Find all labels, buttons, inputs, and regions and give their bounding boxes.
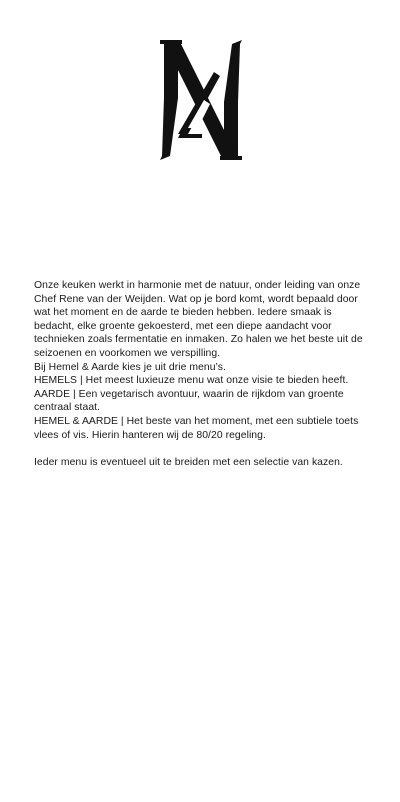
hemel-aarde-monogram-icon	[158, 38, 244, 162]
menu-list	[34, 374, 374, 442]
menu-hemels: HEMELS | Het meest luxieuze menu wat onze visie te bieden heeft.	[34, 375, 349, 387]
intro-paragraph: Onze keuken werkt in harmonie met de natuur, onder leiding van onze Chef Rene van der Weijden. Wat op je bord komt, wordt bepaald door wat het moment en de aarde te bieden hebben. Iedere smaak is bedacht, elke groente gekoesterd, met een diepe aandacht voor technieken zoals fermentatie en inmaken. Zo halen we het beste uit de seizoenen en voorkomen we verspilling.	[34, 280, 363, 359]
menu-aarde: AARDE | Een vegetarisch avontuur, waarin de rijkdom van groente centraal staat.	[34, 388, 344, 414]
menu-choice-paragraph: Bij Hemel & Aarde kies je uit drie menu’s.	[34, 361, 226, 373]
menu-hemel-aarde: HEMEL & AARDE | Het beste van het moment, met een subtiele toets vlees of vis. Hierin hanteren wij de 80/20 regeling.	[34, 415, 359, 441]
cheese-paragraph: Ieder menu is eventueel uit te breiden met een selectie van kazen.	[34, 457, 343, 469]
menu-description	[34, 279, 374, 470]
